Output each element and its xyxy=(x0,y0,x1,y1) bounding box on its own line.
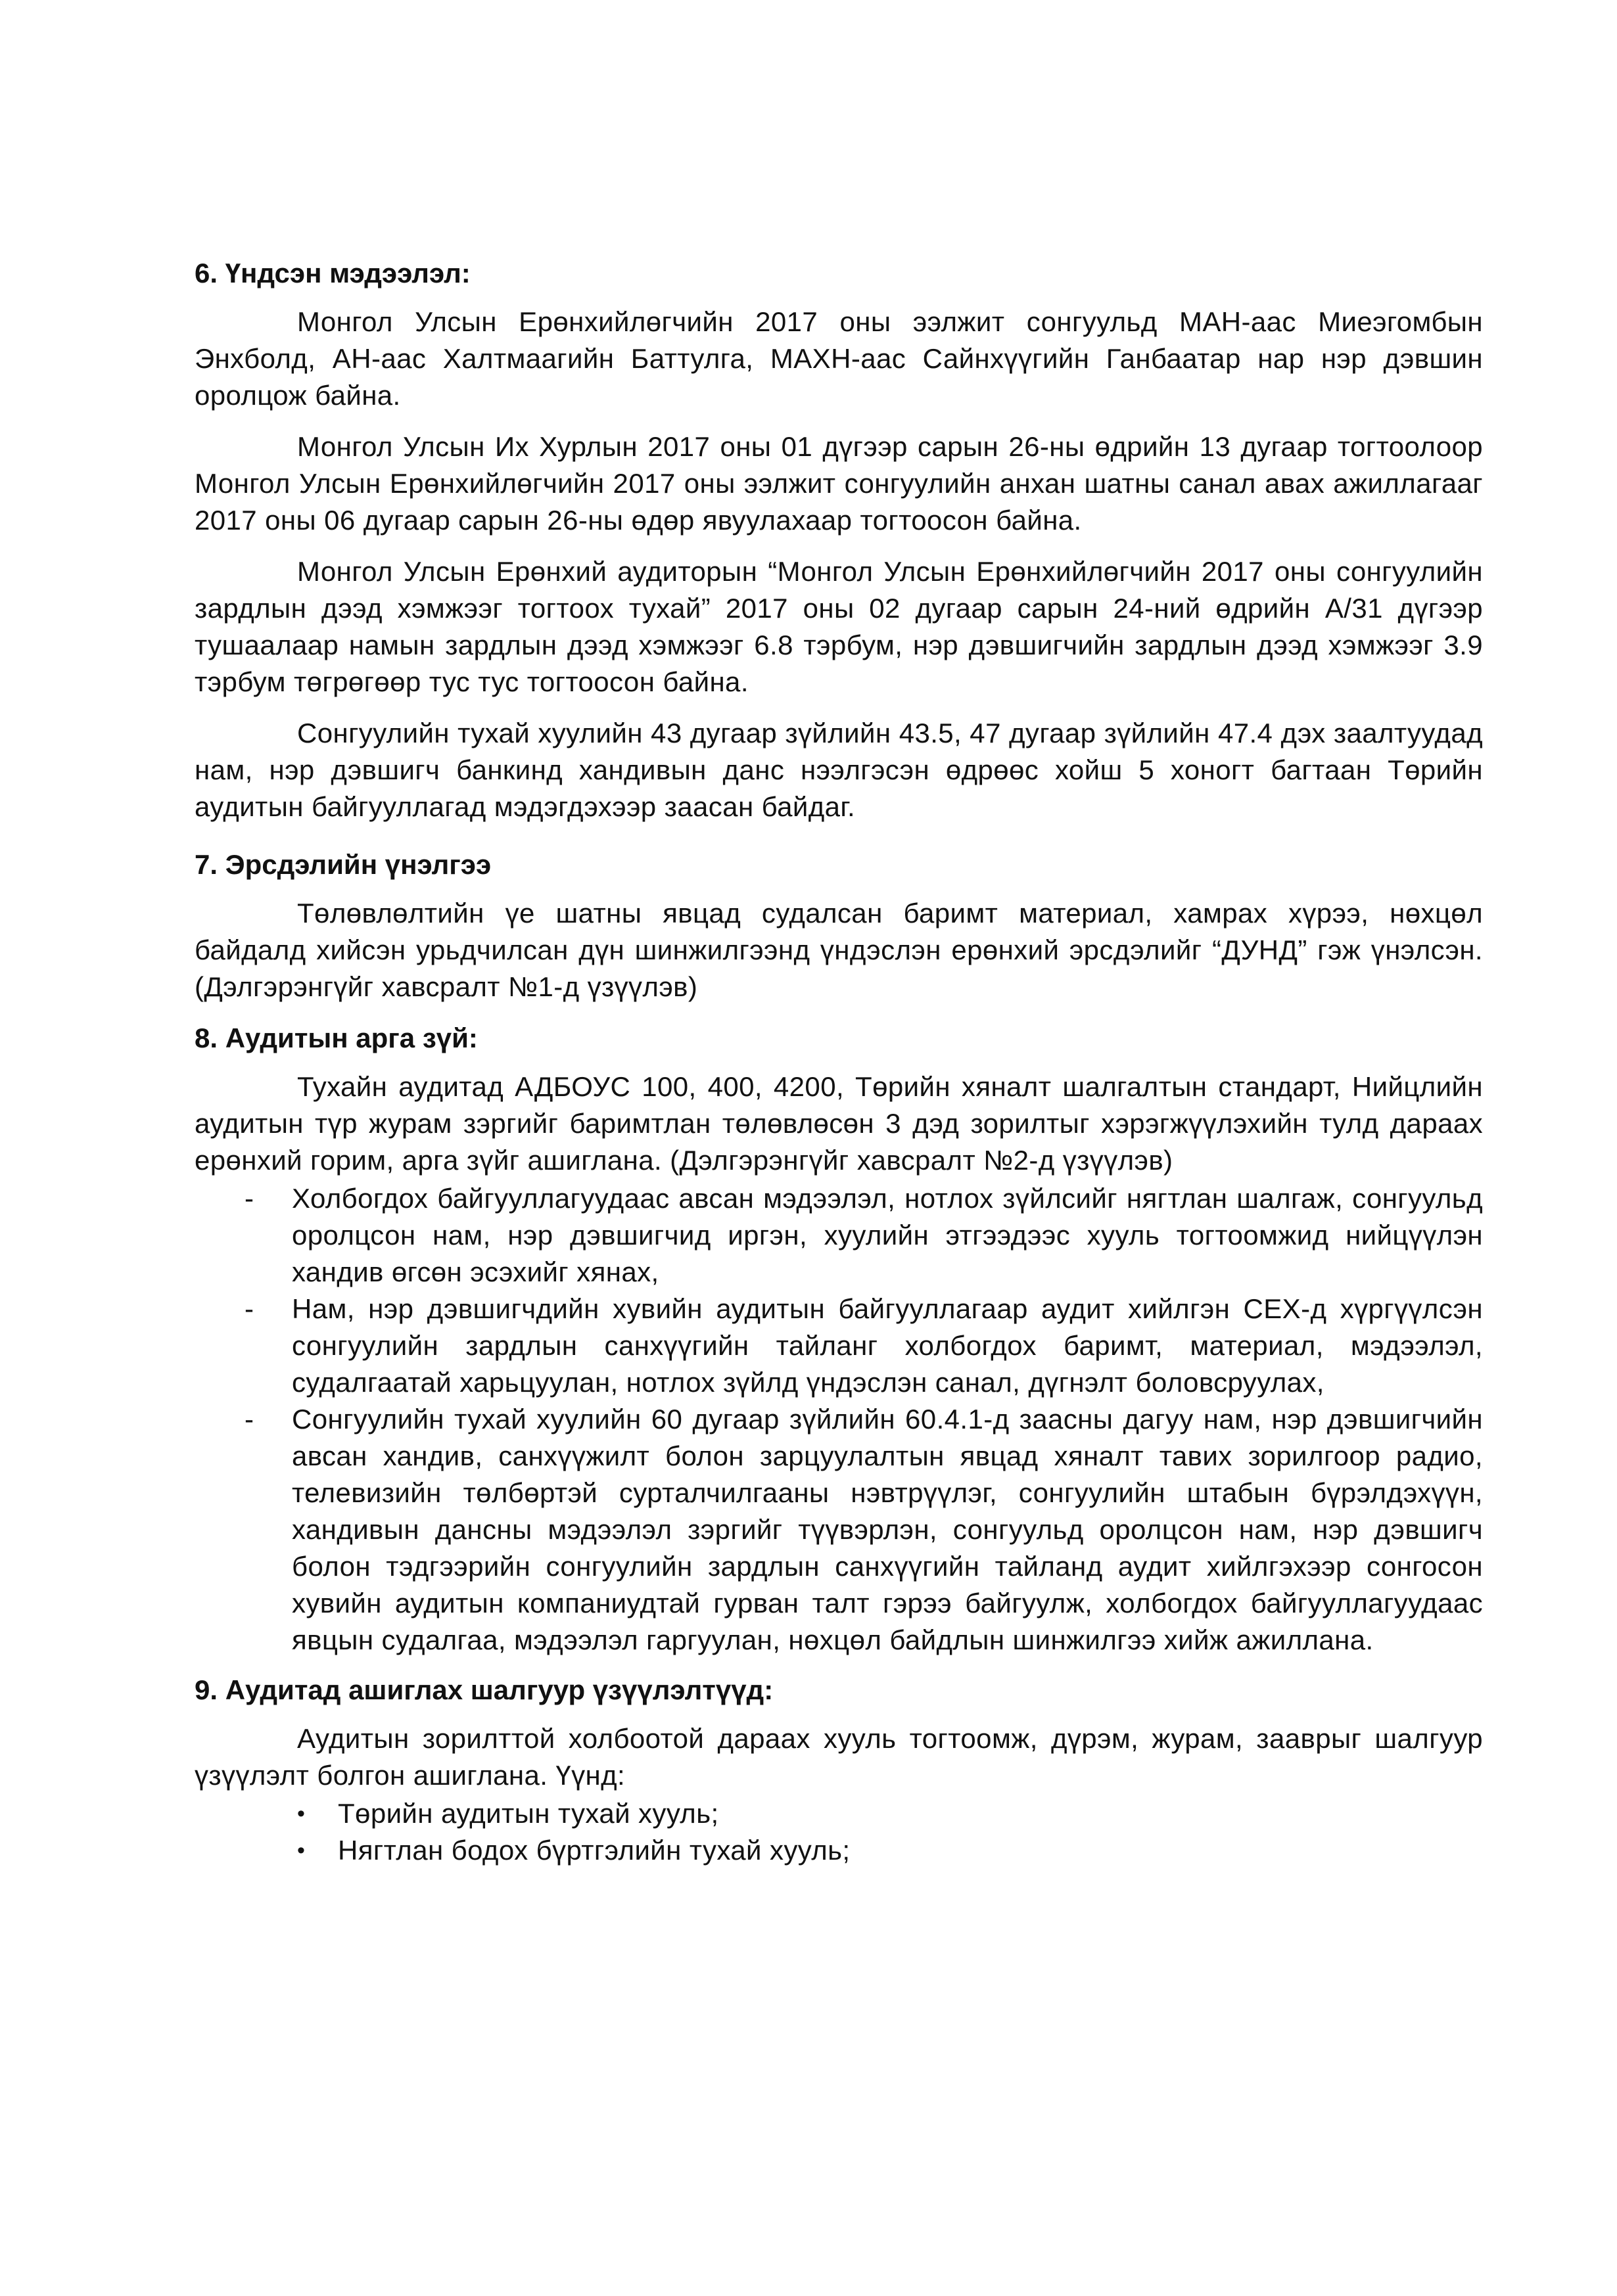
list-item xyxy=(195,1832,1483,1869)
section-heading: 7. Эрсдэлийн үнэлгээ xyxy=(195,849,492,880)
section-risk-assessment xyxy=(195,846,1483,1005)
paragraph: Монгол Улсын Ерөнхийлөгчийн 2017 оны ээлжит сонгуульд МАН-аас Миеэгомбын Энхболд, АН-аас Халтмаагийн Баттулга, МАХН-аас Сайнхүүгийн Ганбаатар нар нэр дэвшин оролцож байна. xyxy=(195,306,1483,411)
list-item-text: Холбогдох байгууллагуудаас авсан мэдээлэл, нотлох зүйлсийг нягтлан шалгаж, сонгуульд оролцсон нам, нэр дэвшигчид иргэн, хуулийн этгээдээс хууль тогтоомжид нийцүүлэн хандив өгсөн эсэхийг хянах, xyxy=(292,1183,1483,1287)
list-item xyxy=(195,1291,1483,1401)
section-heading: 8. Аудитын арга зүй: xyxy=(195,1022,478,1053)
paragraph: Төлөвлөлтийн үе шатны явцад судалсан баримт материал, хамрах хүрээ, нөхцөл байдалд хийсэн урьдчилсан дүн шинжилгээнд үндэслэн ерөнхий эрсдэлийг “ДУНД” гэж үнэлсэн. (Дэлгэрэнгүйг хавсралт №1-д үзүүлэв) xyxy=(195,898,1483,1002)
bullet-marker: • xyxy=(297,1801,306,1826)
paragraph: Монгол Улсын Их Хурлын 2017 оны 01 дүгээр сарын 26-ны өдрийн 13 дугаар тогтоолоор Монгол Улсын Ерөнхийлөгчийн 2017 оны ээлжит сонгуулийн анхан шатны санал авах ажиллагааг 2017 оны 06 дугаар сарын 26-ны өдөр явуулахаар тогтоосон байна. xyxy=(195,431,1483,536)
dash-marker: - xyxy=(245,1183,254,1214)
dash-marker: - xyxy=(245,1404,254,1435)
section-audit-criteria xyxy=(195,1672,1483,1869)
section-basic-information xyxy=(195,255,1483,825)
section-heading: 6. Үндсэн мэдээлэл: xyxy=(195,258,471,288)
section-heading: 9. Аудитад ашиглах шалгуур үзүүлэлтүүд: xyxy=(195,1674,774,1705)
list-item xyxy=(195,1795,1483,1832)
paragraph: Сонгуулийн тухай хуулийн 43 дугаар зүйлийн 43.5, 47 дугаар зүйлийн 47.4 дэх заалтуудад нам, нэр дэвшигч банкинд хандивын данс нээлгэсэн өдрөөс хойш 5 хоногт багтаан Төрийн аудитын байгууллагад мэдэгдэхээр заасан байдаг. xyxy=(195,718,1483,822)
criteria-list xyxy=(195,1795,1483,1869)
methodology-list xyxy=(195,1180,1483,1659)
section-audit-methodology xyxy=(195,1020,1483,1659)
document-page xyxy=(195,255,1483,1882)
list-item-text: Сонгуулийн тухай хуулийн 60 дугаар зүйлийн 60.4.1-д заасны дагуу нам, нэр дэвшигчийн авсан хандив, санхүүжилт болон зарцуулалтын явцад хяналт тавих зорилгоор радио, телевизийн төлбөртэй сурталчилгааны нэвтрүүлэг, сонгуулийн штабын бүрэлдэхүүн, хандивын дансны мэдээлэл зэргийг түүвэрлэн, сонгуульд оролцсон нам, нэр дэвшигч болон тэдгээрийн сонгуулийн зардлын санхүүгийн тайланд аудит хийлгэхээр сонгосон хувийн аудитын компаниудтай гурван талт гэрээ байгуулж, холбогдох байгууллагуудаас явцын судалгаа, мэдээлэл гаргуулан, нөхцөл байдлын шинжилгээ хийж ажиллана. xyxy=(292,1404,1483,1655)
paragraph: Монгол Улсын Ерөнхий аудиторын “Монгол Улсын Ерөнхийлөгчийн 2017 оны сонгуулийн зардлын дээд хэмжээг тогтоох тухай” 2017 оны 02 дугаар сарын 24-ний өдрийн А/31 дүгээр тушаалаар намын зардлын дээд хэмжээг 6.8 тэрбум, нэр дэвшигчийн зардлын дээд хэмжээг 3.9 тэрбум төгрөгөөр тус тус тогтоосон байна. xyxy=(195,556,1483,697)
list-item xyxy=(195,1401,1483,1659)
paragraph: Аудитын зорилттой холбоотой дараах хууль тогтоомж, дүрэм, журам, зааврыг шалгуур үзүүлэлт болгон ашиглана. Үүнд: xyxy=(195,1723,1483,1791)
list-item xyxy=(195,1180,1483,1291)
dash-marker: - xyxy=(245,1293,254,1324)
list-item-text: Төрийн аудитын тухай хууль; xyxy=(338,1798,719,1829)
bullet-marker: • xyxy=(297,1838,306,1863)
list-item-text: Нам, нэр дэвшигчдийн хувийн аудитын байгууллагаар аудит хийлгэн СЕХ-д хүргүүлсэн сонгуулийн зардлын санхүүгийн тайланг холбогдох баримт, материал, мэдээлэл, судалгаатай харьцуулан, нотлох зүйлд үндэслэн санал, дүгнэлт боловсруулах, xyxy=(292,1293,1483,1398)
list-item-text: Нягтлан бодох бүртгэлийн тухай хууль; xyxy=(338,1835,851,1866)
paragraph: Тухайн аудитад АДБОУС 100, 400, 4200, Төрийн хяналт шалгалтын стандарт, Нийцлийн аудитын түр журам зэргийг баримтлан төлөвлөсөн 3 дэд зорилтыг хэрэгжүүлэхийн тулд дараах ерөнхий горим, арга зүйг ашиглана. (Дэлгэрэнгүйг хавсралт №2-д үзүүлэв) xyxy=(195,1071,1483,1176)
